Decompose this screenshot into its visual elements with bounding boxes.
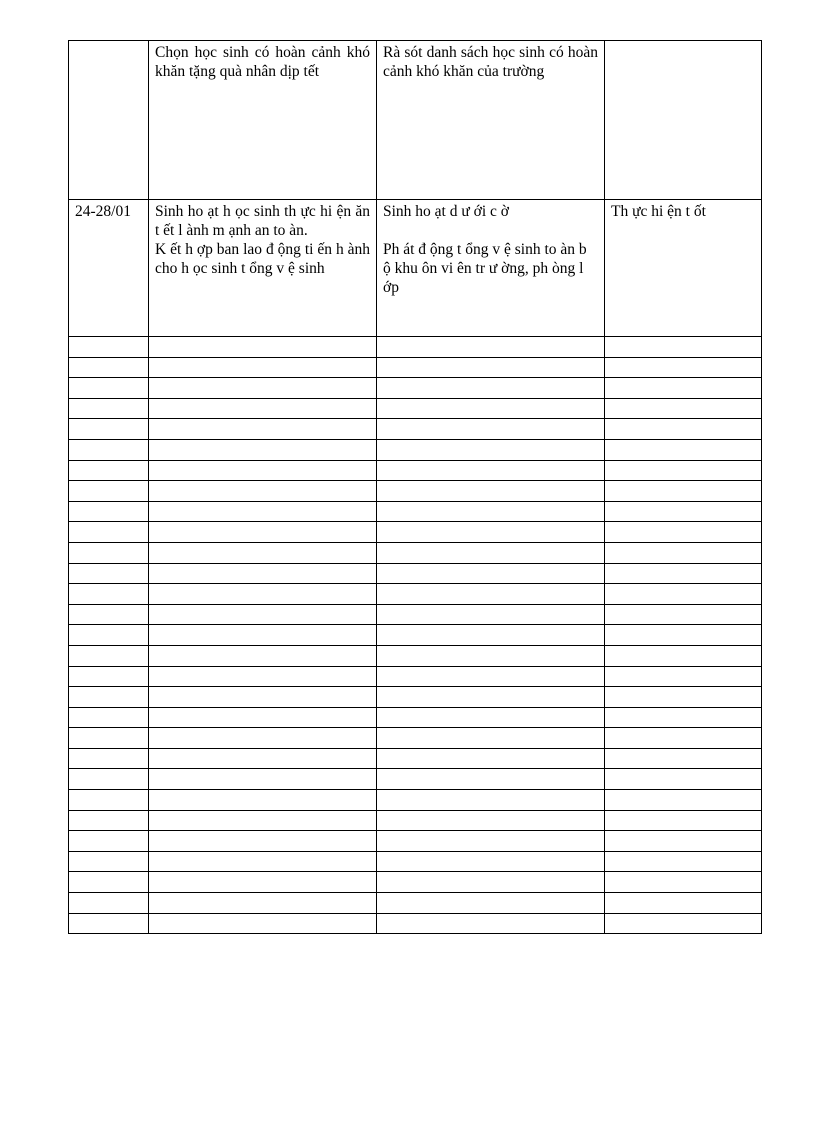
empty-cell: [69, 769, 149, 790]
empty-row: [69, 893, 762, 914]
empty-cell: [149, 687, 377, 708]
empty-cell: [69, 707, 149, 728]
empty-cell: [149, 378, 377, 399]
empty-cell: [605, 913, 762, 934]
empty-cell: [149, 707, 377, 728]
empty-cell: [605, 584, 762, 605]
empty-cell: [605, 337, 762, 358]
empty-cell: [377, 810, 605, 831]
empty-row: [69, 563, 762, 584]
empty-cell: [377, 501, 605, 522]
empty-cell: [149, 460, 377, 481]
empty-cell: [377, 748, 605, 769]
empty-cell: [605, 707, 762, 728]
empty-cell: [69, 481, 149, 502]
empty-cell: [605, 893, 762, 914]
empty-cell: [149, 625, 377, 646]
empty-cell: [605, 378, 762, 399]
content-line: Sinh ho ạt d ư ới c ờ: [383, 203, 509, 220]
empty-cell: [377, 645, 605, 666]
empty-row: [69, 378, 762, 399]
empty-cell: [149, 398, 377, 419]
empty-row: [69, 419, 762, 440]
empty-row: [69, 584, 762, 605]
empty-row: [69, 872, 762, 893]
empty-cell: [149, 748, 377, 769]
empty-cell: [605, 728, 762, 749]
empty-cell: [605, 419, 762, 440]
empty-cell: [69, 810, 149, 831]
empty-cell: [605, 645, 762, 666]
empty-cell: [149, 810, 377, 831]
empty-cell: [149, 439, 377, 460]
empty-cell: [69, 439, 149, 460]
empty-cell: [69, 460, 149, 481]
empty-cell: [149, 872, 377, 893]
activity-plan-table: [68, 40, 762, 934]
empty-row: [69, 645, 762, 666]
empty-cell: [149, 604, 377, 625]
empty-cell: [605, 357, 762, 378]
empty-cell: [69, 522, 149, 543]
empty-cell: [149, 419, 377, 440]
empty-cell: [149, 851, 377, 872]
date-cell: [69, 41, 149, 200]
content-cell: Rà sót danh sách học sinh có hoàn cảnh khó khăn của trường: [377, 41, 605, 200]
empty-cell: [149, 501, 377, 522]
empty-row: [69, 501, 762, 522]
empty-row: [69, 460, 762, 481]
empty-row: [69, 707, 762, 728]
empty-cell: [605, 501, 762, 522]
empty-cell: [69, 584, 149, 605]
empty-cell: [69, 563, 149, 584]
empty-cell: [149, 893, 377, 914]
empty-cell: [377, 604, 605, 625]
empty-cell: [149, 645, 377, 666]
empty-cell: [149, 522, 377, 543]
empty-row: [69, 522, 762, 543]
empty-row: [69, 687, 762, 708]
empty-cell: [377, 439, 605, 460]
empty-cell: [377, 851, 605, 872]
empty-cell: [69, 913, 149, 934]
empty-cell: [605, 563, 762, 584]
result-cell: [605, 41, 762, 200]
empty-cell: [69, 419, 149, 440]
activity-cell: Chọn học sinh có hoàn cảnh khó khăn tặng quà nhân dịp tết: [149, 41, 377, 200]
empty-cell: [605, 872, 762, 893]
empty-row: [69, 604, 762, 625]
content-cell: [377, 200, 605, 337]
activity-line: Sinh ho ạt h ọc sinh th ực hi ện ăn t ết l ành m ạnh an to àn.: [155, 203, 370, 239]
empty-cell: [69, 398, 149, 419]
empty-cell: [149, 831, 377, 852]
empty-cell: [69, 645, 149, 666]
empty-row: [69, 851, 762, 872]
date-cell: 24-28/01: [69, 200, 149, 337]
empty-cell: [377, 398, 605, 419]
empty-cell: [149, 666, 377, 687]
result-cell: Th ực hi ện t ốt: [605, 200, 762, 337]
empty-cell: [149, 913, 377, 934]
empty-cell: [69, 666, 149, 687]
empty-cell: [377, 563, 605, 584]
empty-cell: [69, 604, 149, 625]
empty-cell: [69, 625, 149, 646]
empty-cell: [377, 522, 605, 543]
activity-cell: [149, 200, 377, 337]
empty-cell: [377, 357, 605, 378]
empty-cell: [69, 790, 149, 811]
empty-row: [69, 913, 762, 934]
empty-row: [69, 337, 762, 358]
empty-cell: [149, 481, 377, 502]
empty-cell: [605, 481, 762, 502]
empty-cell: [605, 687, 762, 708]
empty-cell: [149, 542, 377, 563]
empty-cell: [605, 810, 762, 831]
empty-row: [69, 357, 762, 378]
empty-cell: [69, 378, 149, 399]
empty-cell: [377, 790, 605, 811]
table-row: [69, 41, 762, 200]
empty-cell: [377, 481, 605, 502]
empty-cell: [69, 501, 149, 522]
empty-cell: [377, 584, 605, 605]
empty-cell: [605, 460, 762, 481]
empty-row: [69, 728, 762, 749]
empty-cell: [149, 563, 377, 584]
empty-cell: [605, 831, 762, 852]
empty-row: [69, 769, 762, 790]
empty-cell: [605, 666, 762, 687]
empty-cell: [605, 748, 762, 769]
empty-cell: [69, 687, 149, 708]
empty-cell: [149, 584, 377, 605]
empty-cell: [377, 542, 605, 563]
empty-cell: [377, 419, 605, 440]
content-line: Ph át đ ộng t ổng v ệ sinh to àn b ộ khu ôn vi ên tr ư ờng, ph òng l ớp: [383, 241, 587, 296]
empty-cell: [605, 604, 762, 625]
empty-cell: [605, 522, 762, 543]
empty-cell: [377, 337, 605, 358]
empty-cell: [69, 542, 149, 563]
empty-cell: [377, 728, 605, 749]
empty-cell: [377, 872, 605, 893]
empty-row: [69, 625, 762, 646]
empty-row: [69, 542, 762, 563]
empty-cell: [377, 687, 605, 708]
empty-cell: [69, 893, 149, 914]
empty-row: [69, 481, 762, 502]
empty-cell: [605, 851, 762, 872]
empty-row: [69, 398, 762, 419]
empty-cell: [377, 769, 605, 790]
empty-cell: [149, 769, 377, 790]
empty-cell: [377, 666, 605, 687]
empty-cell: [69, 851, 149, 872]
empty-cell: [377, 831, 605, 852]
empty-cell: [149, 790, 377, 811]
empty-cell: [377, 460, 605, 481]
empty-cell: [377, 913, 605, 934]
empty-cell: [605, 769, 762, 790]
empty-cell: [377, 893, 605, 914]
empty-cell: [69, 357, 149, 378]
activity-line: K ết h ợp ban lao đ ộng ti ến h ành cho h ọc sinh t ổng v ệ sinh: [155, 241, 370, 277]
empty-cell: [377, 625, 605, 646]
empty-cell: [69, 337, 149, 358]
empty-cell: [605, 790, 762, 811]
empty-row: [69, 810, 762, 831]
empty-row: [69, 748, 762, 769]
empty-row: [69, 831, 762, 852]
empty-cell: [149, 337, 377, 358]
empty-cell: [69, 872, 149, 893]
empty-cell: [605, 439, 762, 460]
empty-cell: [605, 542, 762, 563]
empty-cell: [605, 625, 762, 646]
empty-row: [69, 666, 762, 687]
empty-cell: [605, 398, 762, 419]
empty-cell: [377, 378, 605, 399]
empty-cell: [69, 728, 149, 749]
empty-cell: [69, 748, 149, 769]
empty-cell: [149, 728, 377, 749]
table-row: [69, 200, 762, 337]
empty-cell: [69, 831, 149, 852]
empty-row: [69, 790, 762, 811]
empty-cell: [377, 707, 605, 728]
empty-row: [69, 439, 762, 460]
empty-cell: [149, 357, 377, 378]
